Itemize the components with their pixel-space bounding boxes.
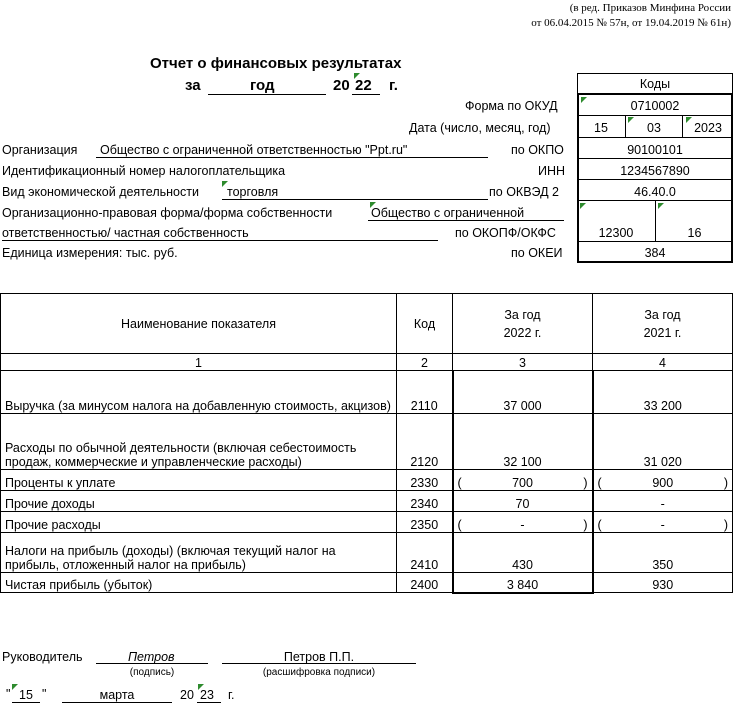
row-name: Проценты к уплате <box>1 470 397 491</box>
date-quote-close: " <box>42 687 47 701</box>
header-name: Наименование показателя <box>1 294 397 354</box>
table-row <box>1 470 733 491</box>
name-caption: (расшифровка подписи) <box>262 667 376 678</box>
activity-underline <box>222 199 488 200</box>
header-col3-line1: За год <box>504 307 541 322</box>
row-value-2021: 31 020 <box>593 414 733 470</box>
row-value-2021: 33 200 <box>593 371 733 414</box>
date-year-suffix: 23 <box>200 688 214 702</box>
date-year: 2023 <box>694 121 722 135</box>
okei-value: 384 <box>644 246 666 260</box>
row-value-2021 <box>593 512 733 533</box>
paren-open: ( <box>597 518 602 532</box>
period-year-suffix: 22 <box>355 77 372 94</box>
row-value-text: 700 <box>512 476 533 490</box>
report-title: Отчет о финансовых результатах <box>150 55 402 72</box>
paren-open: ( <box>457 518 462 532</box>
edition-note-line1: (в ред. Приказов Минфина России <box>569 2 731 14</box>
marker-icon <box>628 117 634 123</box>
date-label: Дата (число, месяц, год) <box>409 121 551 135</box>
okopf-value: 12300 <box>598 226 634 240</box>
table-row <box>1 533 733 573</box>
inn-text: Идентификационный номер налогоплательщика <box>2 164 286 178</box>
okopf-label: по ОКОПФ/ОКФС <box>455 226 556 240</box>
date-quote-open: " <box>6 687 11 701</box>
period-year-end: г. <box>389 77 398 94</box>
row-name: Прочие расходы <box>1 512 397 533</box>
legal-form-label: Организационно-правовая форма/форма собственности <box>2 206 333 220</box>
row-value-2022 <box>453 470 593 491</box>
header-code: Код <box>397 294 453 354</box>
header-col3 <box>453 294 593 354</box>
date-month: 03 <box>647 121 661 135</box>
codes-divider <box>577 179 733 180</box>
table-row <box>1 512 733 533</box>
head-name: Петров П.П. <box>283 650 355 664</box>
period-year-prefix: 20 <box>333 77 350 94</box>
header-col4-line1: За год <box>644 307 681 322</box>
row-code: 2330 <box>397 470 453 491</box>
marker-icon <box>686 117 692 123</box>
financial-results-table <box>0 293 733 594</box>
legal-form-value: Общество с ограниченной <box>371 206 525 220</box>
row-value-2021 <box>593 470 733 491</box>
row-value-2022: 37 000 <box>453 371 593 414</box>
row-code: 2400 <box>397 573 453 593</box>
paren-close: ) <box>723 476 728 490</box>
codes-divider <box>577 241 733 242</box>
row-value-2021: 350 <box>593 533 733 573</box>
marker-icon <box>222 181 228 187</box>
row-value-2021: 930 <box>593 573 733 593</box>
okei-label: по ОКЕИ <box>511 246 563 260</box>
col-number: 1 <box>1 354 397 371</box>
period-prefix: за <box>185 77 201 94</box>
row-value-2022: 430 <box>453 533 593 573</box>
header-col4 <box>593 294 733 354</box>
row-value-2022 <box>453 512 593 533</box>
paren-close: ) <box>723 518 728 532</box>
header-col3-line2: 2022 г. <box>503 325 542 340</box>
row-value-text: - <box>660 518 665 532</box>
okved-value: 46.40.0 <box>634 185 676 199</box>
period-year-underline <box>352 94 380 95</box>
table-header-row <box>1 294 733 354</box>
row-value-2022: 32 100 <box>453 414 593 470</box>
table-row <box>1 573 733 593</box>
codes-divider <box>577 158 733 159</box>
org-value: Общество с ограниченной ответственностью "Ppt.ru" <box>100 143 408 157</box>
table-row <box>1 491 733 512</box>
row-name: Прочие доходы <box>1 491 397 512</box>
inn-value: 1234567890 <box>620 164 690 178</box>
okpo-label: по ОКПО <box>511 143 564 157</box>
legal-form-underline <box>368 220 564 221</box>
row-value-text: 900 <box>652 476 674 490</box>
legal-form-line2-underline <box>2 240 438 241</box>
row-code: 2120 <box>397 414 453 470</box>
codes-header: Коды <box>639 77 671 91</box>
row-value-2022: 70 <box>453 491 593 512</box>
col-number: 3 <box>453 354 593 371</box>
row-code: 2110 <box>397 371 453 414</box>
date-day-underline <box>12 702 40 703</box>
table-row <box>1 414 733 470</box>
date-day: 15 <box>19 688 33 702</box>
period-word: год <box>250 77 275 94</box>
row-name: Выручка (за минусом налога на добавленную стоимость, акцизов) <box>1 371 397 414</box>
marker-icon <box>370 202 376 208</box>
date-year-end: г. <box>228 688 235 702</box>
unit-label: Единица измерения: тыс. руб. <box>2 246 178 260</box>
signature: Петров <box>128 650 175 664</box>
row-value-2021: - <box>593 491 733 512</box>
date-year-prefix: 20 <box>180 688 194 702</box>
okopf-split <box>655 200 656 242</box>
date-day: 15 <box>594 121 608 135</box>
org-label: Организация <box>2 143 78 157</box>
row-code: 2350 <box>397 512 453 533</box>
marker-icon <box>580 203 586 209</box>
row-name: Налоги на прибыль (доходы) (включая текущий налог на прибыль, отложенный налог на прибыль) <box>1 533 397 573</box>
row-name: Расходы по обычной деятельности (включая себестоимость продаж, коммерческие и управленческие расходы) <box>1 414 397 470</box>
okfs-value: 16 <box>687 226 702 240</box>
codes-divider <box>577 137 733 138</box>
period-underline <box>208 94 326 95</box>
table-numbers-row <box>1 354 733 371</box>
okud-value: 0710002 <box>630 99 680 113</box>
table-row <box>1 371 733 414</box>
marker-icon <box>581 97 587 103</box>
okpo-value: 90100101 <box>627 143 683 157</box>
activity-value: торговля <box>227 185 279 199</box>
signature-caption: (подпись) <box>129 667 175 678</box>
row-value-text: - <box>520 518 525 532</box>
inn-label: ИНН <box>538 164 566 178</box>
head-label: Руководитель <box>2 650 83 664</box>
activity-label: Вид экономической деятельности <box>2 185 199 199</box>
marker-icon <box>658 203 664 209</box>
col-number: 2 <box>397 354 453 371</box>
date-month: марта <box>99 688 135 702</box>
row-code: 2410 <box>397 533 453 573</box>
legal-form-line2: ответственностью/ частная собственность <box>2 226 249 240</box>
okved-label: по ОКВЭД 2 <box>489 185 559 199</box>
date-month-underline <box>62 702 172 703</box>
okud-label: Форма по ОКУД <box>465 99 558 113</box>
col-number: 4 <box>593 354 733 371</box>
edition-note-line2: от 06.04.2015 № 57н, от 19.04.2019 № 61н) <box>531 17 731 29</box>
header-col4-line2: 2021 г. <box>643 325 682 340</box>
row-name: Чистая прибыль (убыток) <box>1 573 397 593</box>
paren-open: ( <box>457 476 462 490</box>
paren-open: ( <box>597 476 602 490</box>
paren-close: ) <box>583 476 588 490</box>
org-underline <box>96 157 488 158</box>
row-code: 2340 <box>397 491 453 512</box>
paren-close: ) <box>583 518 588 532</box>
row-value-2022: 3 840 <box>453 573 593 593</box>
date-year-underline <box>197 702 221 703</box>
